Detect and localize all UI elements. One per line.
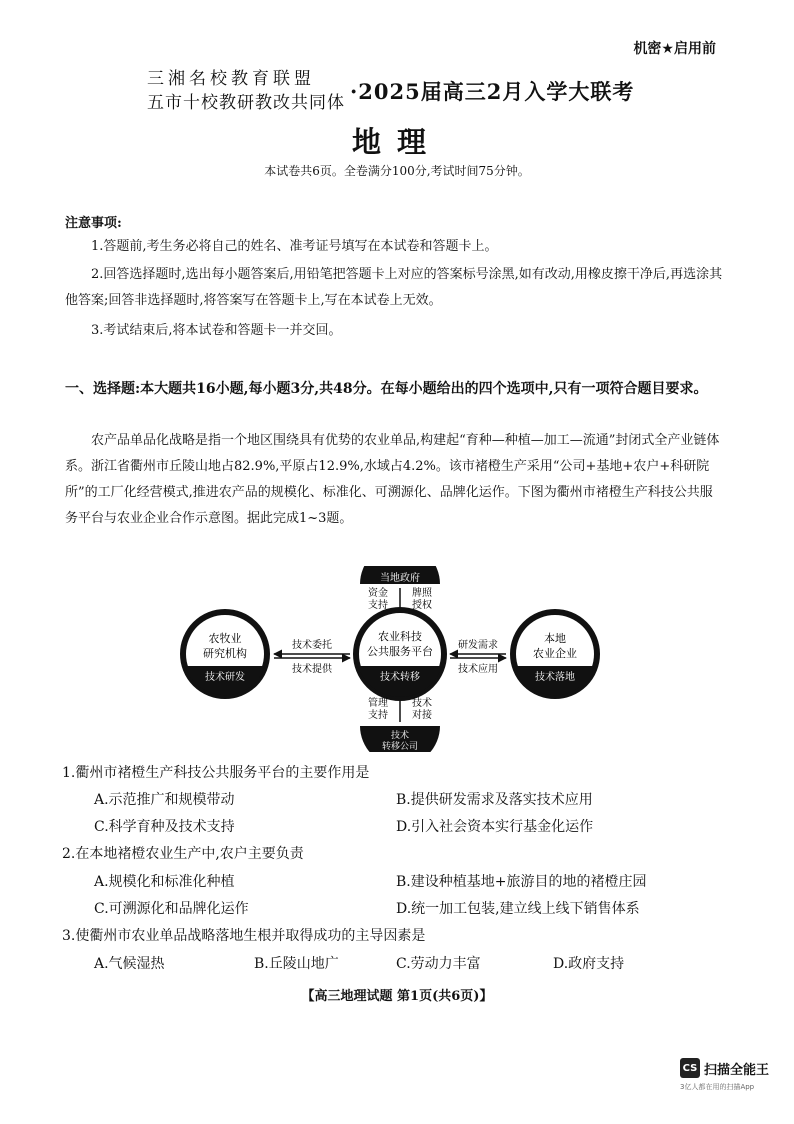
q3-option-d[interactable]: D.政府支持 bbox=[553, 956, 625, 972]
scanner-watermark bbox=[680, 1058, 769, 1078]
docking-label-2: 对接 bbox=[412, 710, 432, 721]
camscanner-logo-icon: CS bbox=[680, 1058, 700, 1078]
q3-option-c[interactable]: C.劳动力丰富 bbox=[396, 956, 481, 972]
section-heading: 一、选择题:本大题共16小题,每小题3分,共48分。在每小题给出的四个选项中,只有一项符合题目要求。 bbox=[65, 381, 708, 397]
q1-option-d[interactable]: D.引入社会资本实行基金化运作 bbox=[396, 819, 594, 835]
q1-option-c[interactable]: C.科学育种及技术支持 bbox=[94, 819, 235, 835]
license-label-2: 授权 bbox=[412, 600, 432, 611]
question-2-stem: 2.在本地褚橙农业生产中,农户主要负责 bbox=[62, 846, 304, 862]
research-line1: 农牧业 bbox=[208, 632, 242, 645]
exam-title: ·2025届高三2月入学大联考 bbox=[350, 79, 635, 104]
subject-title: 地理 bbox=[351, 125, 442, 159]
q1-option-b[interactable]: B.提供研发需求及落实技术应用 bbox=[396, 792, 593, 808]
scanner-tagline: 3亿人都在用的扫描App bbox=[680, 1083, 755, 1091]
org-line-2: 五市十校教研教改共同体 bbox=[147, 93, 345, 113]
platform-band: 技术转移 bbox=[380, 672, 420, 683]
q3-option-b[interactable]: B.丘陵山地广 bbox=[254, 956, 339, 972]
enterprise-line2: 农业企业 bbox=[533, 647, 577, 660]
management-label-2: 支持 bbox=[368, 710, 388, 721]
q2-option-d[interactable]: D.统一加工包装,建立线上线下销售体系 bbox=[396, 901, 640, 917]
scanner-app-name: 扫描全能王 bbox=[704, 1062, 770, 1078]
funding-label-1: 资金 bbox=[368, 588, 388, 599]
enterprise-band: 技术落地 bbox=[535, 672, 575, 683]
q3-option-a[interactable]: A.气候湿热 bbox=[94, 956, 165, 972]
funding-label-2: 支持 bbox=[368, 600, 388, 611]
notice-item-3: 3.考试结束后,将本试卷和答题卡一并交回。 bbox=[91, 323, 342, 338]
provide-label: 技术提供 bbox=[292, 664, 332, 675]
platform-line1: 农业科技 bbox=[378, 630, 422, 643]
notice-item-2: 2.回答选择题时,选出每小题答案后,用铅笔把答题卡上对应的答案标号涂黑,如有改动,用橡皮擦干净后,再选涂其他答案;回答非选择题时,将答案写在答题卡上,写在本试卷上无效。 bbox=[65, 267, 723, 308]
application-label: 技术应用 bbox=[458, 664, 498, 675]
research-band: 技术研发 bbox=[205, 672, 245, 683]
cooperation-diagram bbox=[180, 566, 620, 752]
question-3-stem: 3.使衢州市农业单品战略落地生根并取得成功的主导因素是 bbox=[62, 928, 426, 944]
org-line-1: 三湘名校教育联盟 bbox=[147, 69, 315, 89]
q2-option-b[interactable]: B.建设种植基地+旅游目的地的褚橙庄园 bbox=[396, 874, 647, 890]
page-footer: 【高三地理试题 第1页(共6页)】 bbox=[301, 989, 493, 1004]
docking-label-1: 技术 bbox=[412, 698, 432, 709]
management-label-1: 管理 bbox=[368, 698, 388, 709]
notice-heading: 注意事项: bbox=[65, 216, 122, 231]
notice-item-1: 1.答题前,考生务必将自己的姓名、准考证号填写在本试卷和答题卡上。 bbox=[91, 239, 498, 254]
license-label-1: 牌照 bbox=[412, 588, 432, 599]
confidential-mark: 机密★启用前 bbox=[633, 41, 716, 57]
platform-line2: 公共服务平台 bbox=[367, 645, 433, 658]
question-1-stem: 1.衢州市褚橙生产科技公共服务平台的主要作用是 bbox=[62, 765, 370, 781]
q2-option-a[interactable]: A.规模化和标准化种植 bbox=[94, 874, 235, 890]
research-line2: 研究机构 bbox=[203, 647, 247, 660]
exam-info: 本试卷共6页。全卷满分100分,考试时间75分钟。 bbox=[264, 164, 530, 178]
q2-option-c[interactable]: C.可溯源化和品牌化运作 bbox=[94, 901, 249, 917]
transfer-company-line2: 转移公司 bbox=[381, 742, 419, 752]
demand-label: 研发需求 bbox=[458, 640, 498, 651]
q1-option-a[interactable]: A.示范推广和规模带动 bbox=[94, 792, 235, 808]
transfer-company-line1: 技术 bbox=[390, 731, 410, 741]
commission-label: 技术委托 bbox=[292, 640, 332, 651]
enterprise-line1: 本地 bbox=[544, 632, 566, 645]
government-label: 当地政府 bbox=[380, 573, 420, 584]
passage: 农产品单品化战略是指一个地区围绕具有优势的农业单品,构建起“育种—种植—加工—流通”封闭式全产业链体系。浙江省衢州市丘陵山地占82.9%,平原占12.9%,水域占4.2%。该市褚橙生产采用“公司+基地+农户+科研院所”的工厂化经营模式,推进农产品的规模化、标准化、可溯源化、品牌化运作。下图为衢州市褚橙生产科技公共服务平台与农业企业合作示意图。据此完成1~3题。 bbox=[65, 433, 720, 526]
